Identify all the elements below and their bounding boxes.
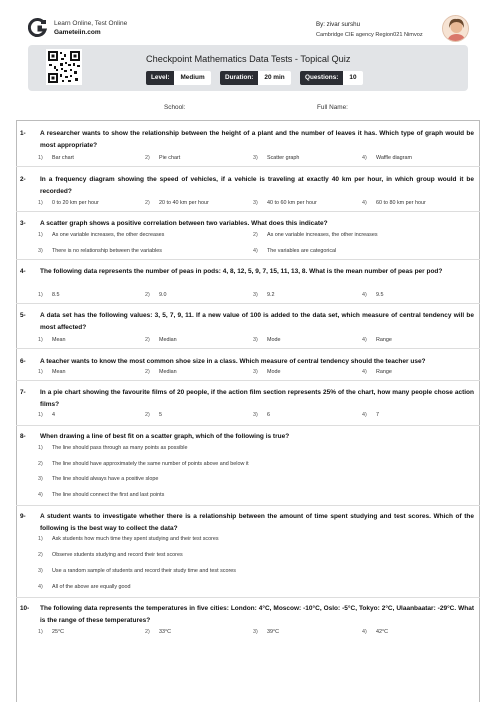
question-text: When drawing a line of best fit on a scatter graph, which of the following is true?	[40, 433, 290, 440]
question-text: The following data represents the number of peas in pods: 4, 8, 12, 5, 9, 7, 15, 11, 13, 8. What is the mean number of peas per pod?	[40, 268, 443, 275]
option[interactable]: 1) Mean	[38, 369, 66, 375]
question-number: 6-	[20, 358, 26, 365]
school-field-label: School:	[164, 104, 186, 111]
question-number: 10-	[20, 605, 30, 612]
option[interactable]: 3) Use a random sample of students and record their study time and test scores	[38, 568, 236, 574]
option[interactable]: 4) 9.5	[362, 292, 384, 298]
option[interactable]: 3) 40 to 60 km per hour	[253, 200, 317, 206]
option[interactable]: 3) 39°C	[253, 629, 280, 635]
question-text: A data set has the following values: 3, 5, 7, 9, 11. If a new value of 100 is added to the data set, which measure of central tendency will be most affected?	[40, 312, 474, 331]
option[interactable]: 3) Scatter graph	[253, 155, 300, 161]
divider	[16, 166, 480, 167]
question-text: A teacher wants to know the most common shoe size in a class. Which measure of central tendency should the teacher use?	[40, 358, 426, 365]
question-number: 8-	[20, 433, 26, 440]
option[interactable]: 2) As one variable increases, the other increases	[253, 232, 378, 238]
divider	[16, 348, 480, 349]
author-name: By: zivar surshu	[316, 21, 361, 28]
option[interactable]: 4) 42°C	[362, 629, 389, 635]
question-number: 7-	[20, 389, 26, 396]
option[interactable]: 4) All of the above are equally good	[38, 584, 131, 590]
option[interactable]: 3) 9.2	[253, 292, 275, 298]
option[interactable]: 3) There is no relationship between the variables	[38, 248, 162, 254]
divider	[16, 425, 480, 426]
option[interactable]: 2) 33°C	[145, 629, 172, 635]
level-label: Level:	[146, 71, 174, 85]
question-number: 9-	[20, 513, 26, 520]
question-text: A researcher wants to show the relationship between the height of a plant and the number of leaves it has. Which type of graph would be most appropriate?	[40, 130, 474, 149]
option[interactable]: 4) The line should connect the first and last points	[38, 492, 165, 498]
divider	[16, 597, 480, 598]
option[interactable]: 4) 60 to 80 km per hour	[362, 200, 426, 206]
brand[interactable]	[28, 18, 127, 38]
option[interactable]: 1) Ask students how much time they spent studying and their test scores	[38, 536, 219, 542]
quiz-title: Checkpoint Mathematics Data Tests - Topical Quiz	[146, 54, 351, 64]
option[interactable]: 2) Median	[145, 369, 177, 375]
divider	[16, 259, 480, 260]
option[interactable]: 2) Pie chart	[145, 155, 181, 161]
gameteiin-logo-icon	[28, 18, 48, 38]
duration-value: 20 min	[258, 71, 290, 85]
divider	[16, 380, 480, 381]
question-text: The following data represents the temperatures in five cities: London: 4°C, Moscow: -10°C, Oslo: -5°C, Tokyo: 2°C, Ulaanbaatar: -29°C. What is the range of these temperatures?	[40, 605, 474, 624]
option[interactable]: 1) Bar chart	[38, 155, 74, 161]
option[interactable]: 2) Observe students studying and record their test scores	[38, 552, 183, 558]
questions-value: 10	[343, 71, 362, 85]
option[interactable]: 4) Waffle diagram	[362, 155, 412, 161]
option[interactable]: 4) 7	[362, 412, 379, 418]
level-pill	[146, 71, 211, 85]
question-text: A scatter graph shows a positive correlation between two variables. What does this indicate?	[40, 220, 328, 227]
question-text: A student wants to investigate whether there is a relationship between the amount of time spent studying and test scores. Which of the following is the best way to collect the data?	[40, 513, 474, 532]
questions-pill	[300, 71, 363, 85]
option[interactable]: 4) Range	[362, 369, 392, 375]
level-value: Medium	[174, 71, 210, 85]
question-number: 2-	[20, 176, 26, 183]
option[interactable]: 2) The line should have approximately the same number of points above and below it	[38, 461, 249, 467]
option[interactable]: 1) 4	[38, 412, 55, 418]
qr-code-icon[interactable]	[46, 49, 82, 85]
option[interactable]: 3) 6	[253, 412, 270, 418]
option[interactable]: 2) 9.0	[145, 292, 167, 298]
option[interactable]: 4) Range	[362, 337, 392, 343]
question-number: 3-	[20, 220, 26, 227]
author-block	[316, 20, 423, 40]
option[interactable]: 2) 5	[145, 412, 162, 418]
question-number: 4-	[20, 268, 26, 275]
option[interactable]: 1) 25°C	[38, 629, 65, 635]
author-school: Cambridge CIE agency Region021 Nimvoz	[316, 32, 423, 38]
questions-label: Questions:	[300, 71, 343, 85]
divider	[16, 211, 480, 212]
question-text: In a frequency diagram showing the speed of vehicles, if a vehicle is traveling at exactly 40 km per hour, in which group would it be recorded?	[40, 176, 474, 195]
option[interactable]: 3) Mode	[253, 369, 281, 375]
avatar	[442, 15, 469, 42]
option[interactable]: 1) 8.5	[38, 292, 60, 298]
question-text: In a pie chart showing the favourite films of 20 people, if the action film section represents 25% of the chart, how many people chose action films?	[40, 389, 474, 408]
option[interactable]: 3) The line should always have a positive slope	[38, 476, 159, 482]
duration-label: Duration:	[220, 71, 258, 85]
divider	[16, 505, 480, 506]
divider	[16, 303, 480, 304]
question-number: 1-	[20, 130, 26, 137]
question-number: 5-	[20, 312, 26, 319]
duration-pill	[220, 71, 291, 85]
option[interactable]: 1) Mean	[38, 337, 66, 343]
quiz-banner	[28, 45, 468, 91]
option[interactable]: 4) The variables are categorical	[253, 248, 337, 254]
option[interactable]: 1) As one variable increases, the other decreases	[38, 232, 165, 238]
full-name-field-label: Full Name:	[317, 104, 348, 111]
option[interactable]: 1) The line should pass through as many points as possible	[38, 445, 188, 451]
option[interactable]: 2) 20 to 40 km per hour	[145, 200, 209, 206]
option[interactable]: 2) Median	[145, 337, 177, 343]
brand-site[interactable]: Gameteiin.com	[54, 29, 101, 36]
option[interactable]: 3) Mode	[253, 337, 281, 343]
brand-tagline: Learn Online, Test Online	[54, 20, 128, 27]
option[interactable]: 1) 0 to 20 km per hour	[38, 200, 99, 206]
